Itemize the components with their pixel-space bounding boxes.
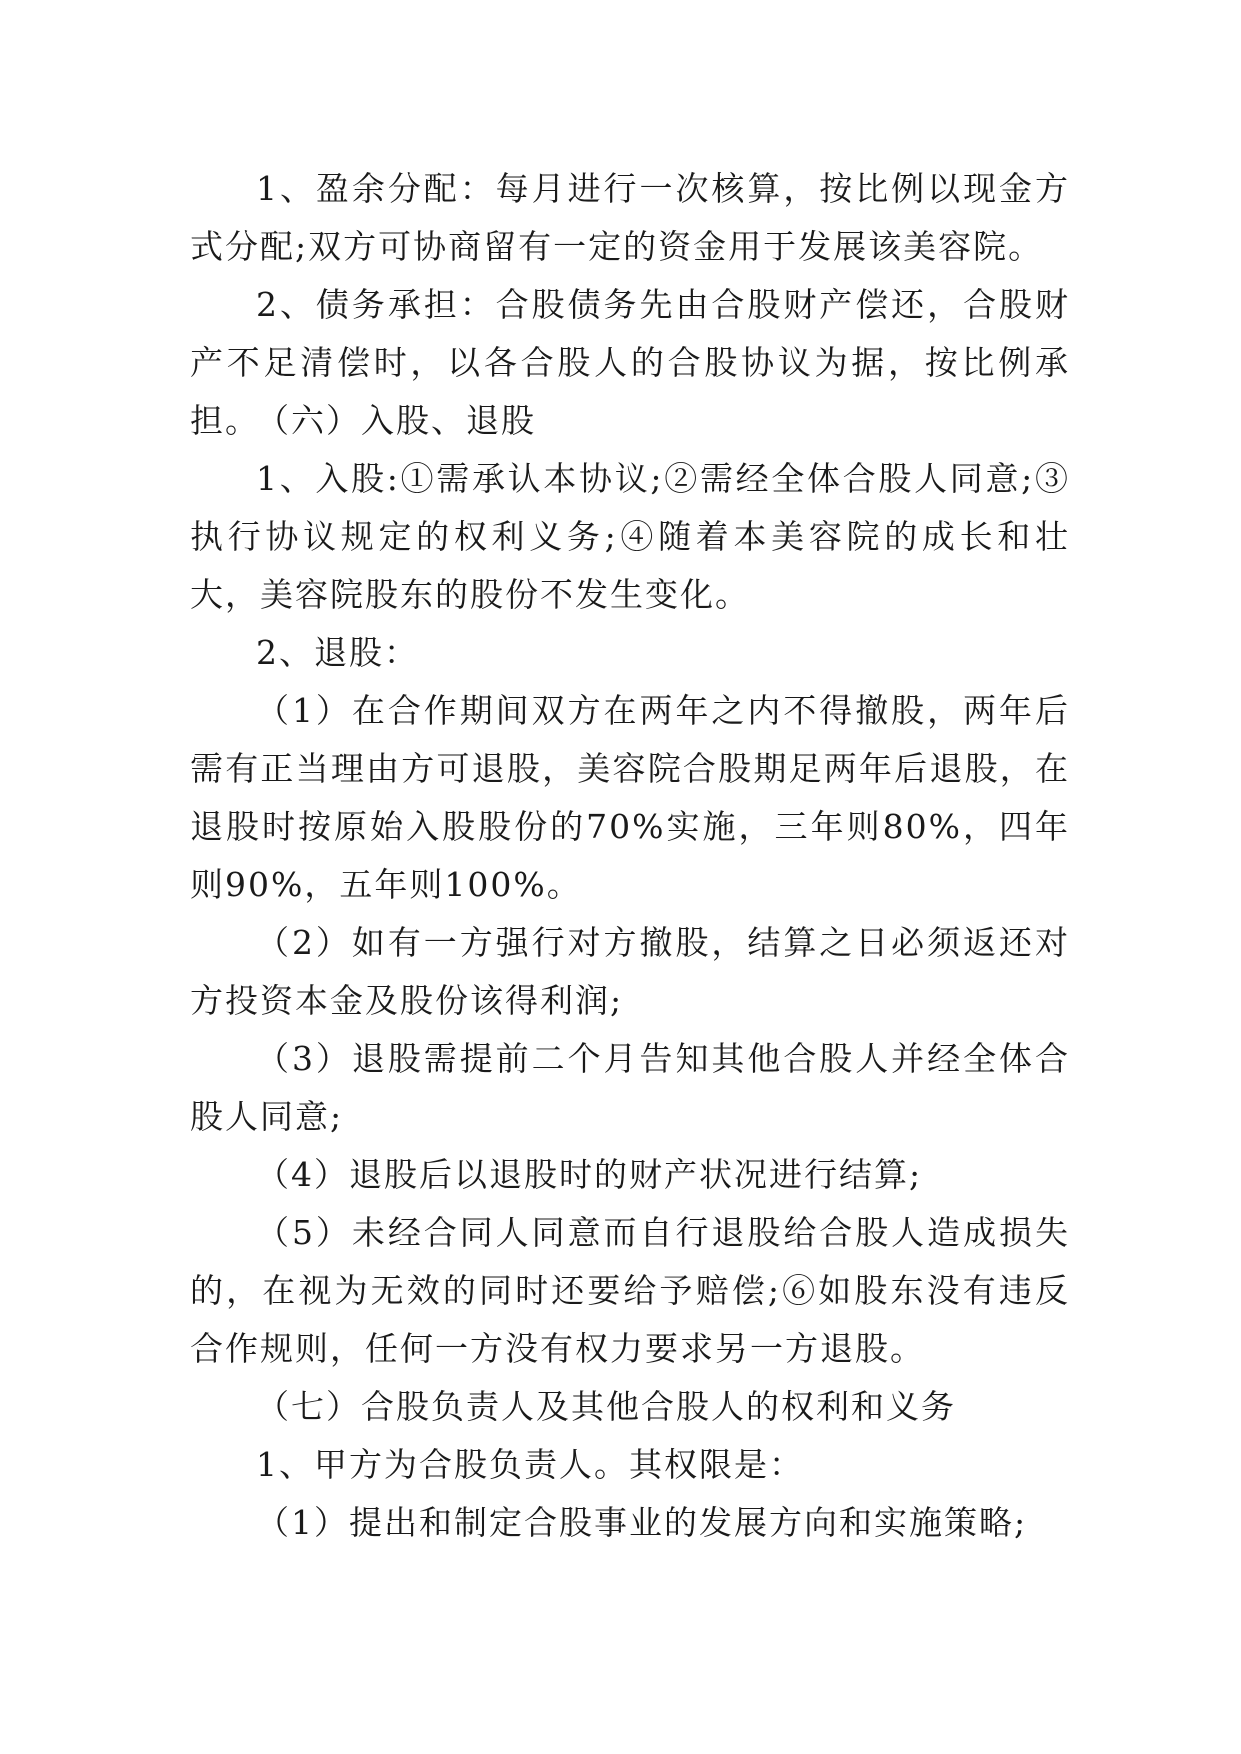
paragraph-profit-distribution: 1、盈余分配：每月进行一次核算，按比例以现金方式分配;双方可协商留有一定的资金用于发展该美容院。: [190, 169, 1070, 266]
paragraph-withdrawal-item-5: （5）未经合同人同意而自行退股给合股人造成损失的，在视为无效的同时还要给予赔偿;⑥如股东没有违反合作规则，任何一方没有权力要求另一方退股。: [190, 1213, 1070, 1368]
paragraph-withdrawal-item-4: （4）退股后以退股时的财产状况进行结算;: [256, 1155, 923, 1194]
section-heading-join-withdraw: （六）入股、退股: [256, 401, 536, 440]
paragraph-party-a-leader: 1、甲方为合股负责人。其权限是：: [256, 1445, 804, 1484]
paragraph-withdrawal-item-1: （1）在合作期间双方在两年之内不得撤股，两年后需有正当理由方可退股，美容院合股期足两年后退股，在退股时按原始入股股份的70%实施，三年则80%，四年则90%，五年则100%。: [190, 691, 1070, 904]
paragraph-withdrawal-item-2: （2）如有一方强行对方撤股，结算之日必须返还对方投资本金及股份该得利润;: [190, 923, 1070, 1020]
paragraph-withdrawal-title: 2、退股：: [256, 633, 419, 672]
paragraph-debt-liability: 2、债务承担：合股债务先由合股财产偿还，合股财产不足清偿时，以各合股人的合股协议为据，按比例承担。: [190, 285, 1070, 440]
paragraph-leader-power-1: （1）提出和制定合股事业的发展方向和实施策略;: [256, 1503, 1028, 1542]
section-heading-rights-obligations: （七）合股负责人及其他合股人的权利和义务: [256, 1387, 956, 1426]
paragraph-joining: 1、入股:①需承认本协议;②需经全体合股人同意;③执行协议规定的权利义务;④随着本美容院的成长和壮大，美容院股东的股份不发生变化。: [190, 459, 1070, 614]
paragraph-withdrawal-item-3: （3）退股需提前二个月告知其他合股人并经全体合股人同意;: [190, 1039, 1070, 1136]
